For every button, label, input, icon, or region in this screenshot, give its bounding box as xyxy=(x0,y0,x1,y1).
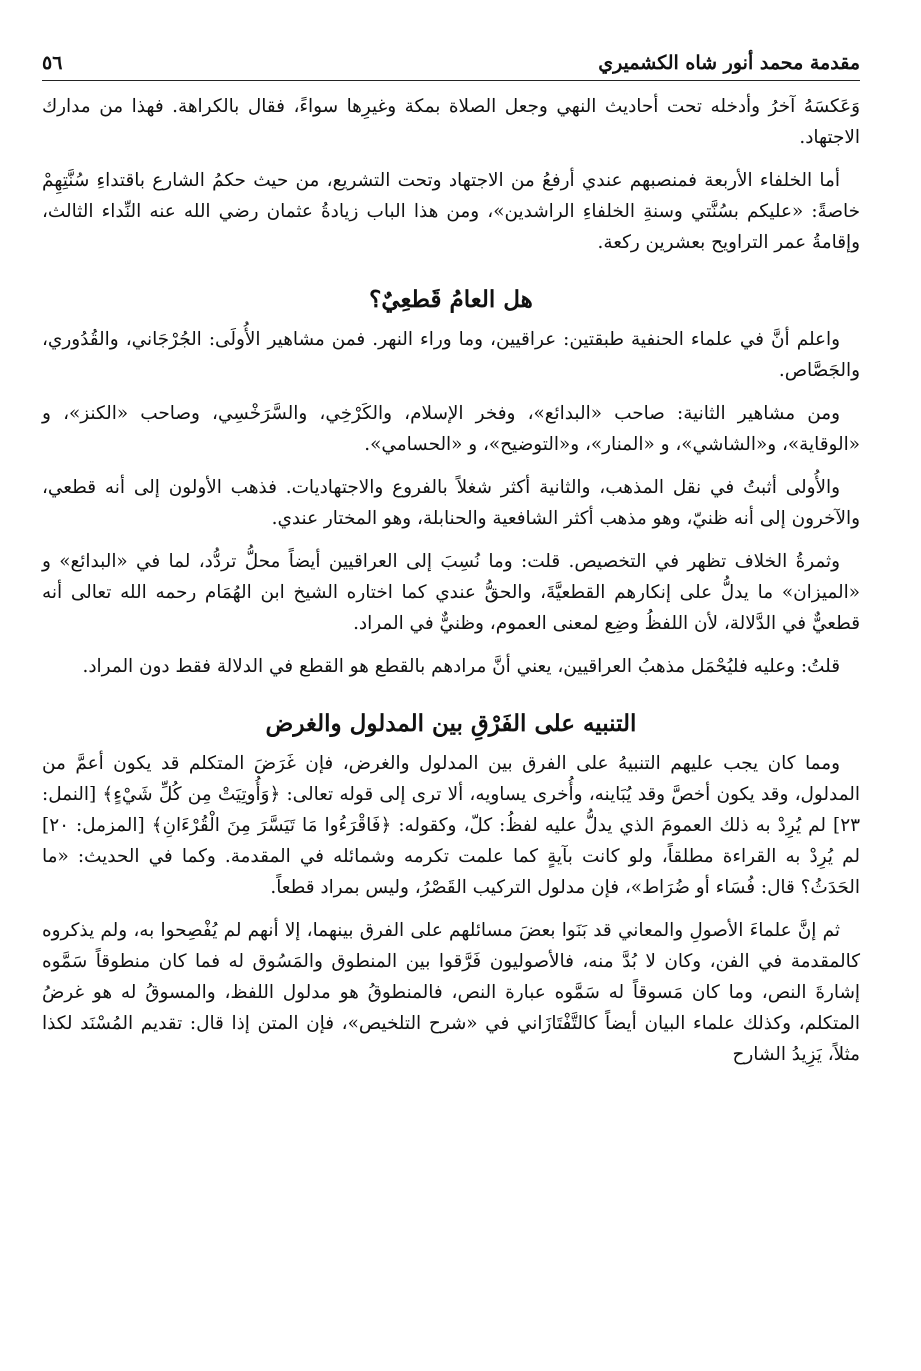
running-title: مقدمة محمد أنور شاه الكشميري xyxy=(598,52,860,74)
paragraph: ومن مشاهير الثانية: صاحب «البدائع»، وفخر الإسلام، والكَرْخِي، والسَّرَخْسِي، وصاحب «الكنز»، و «الوقاية»، و«الشاشي»، و «المنار»، و«التوضيح»، و «الحسامي». xyxy=(42,403,860,455)
section-heading: هل العامُ قَطعِيٌ؟ xyxy=(369,286,533,313)
paragraph: وَعَكسَهُ آخرُ وأدخله تحت أحاديث النهي وجعل الصلاة بمكة وغيرِها سواءً، فقال بالكراهة. فهذا من مدارك الاجتهاد. xyxy=(42,96,860,148)
paragraph: أما الخلفاء الأربعة فمنصبهم عندي أرفعُ من الاجتهاد وتحت التشريع، من حيث حكمُ الشارع باقتداءِ سُنَّتِهِمْ خاصةً: «عليكم بسُنَّتي وسنةِ الخلفاءِ الراشدين»، ومن هذا الباب زيادةُ عثمان رضي الله عنه النِّداء الثالث، وإقامةُ عمر التراويح بعشرين ركعة. xyxy=(42,170,860,253)
paragraph: ومما كان يجب عليهم التنبيهُ على الفرق بين المدلول والغرض، فإن غَرَضَ المتكلم قد يكون أعمَّ من المدلول، وقد يكون أخصَّ وقد يُبَاينه، وأُخرى يساويه، ألا ترى إلى قوله تعالى: ﴿وَأُوتِيَتْ مِن كُلِّ شَيْءٍ﴾ [النمل: ٢٣] لم يُرِدْ به ذلك العمومَ الذي يدلُّ عليه لفظُ: كلّ، وكقوله: ﴿فَاقْرَءُوا مَا تَيَسَّرَ مِنَ الْقُرْءَانِ﴾ [المزمل: ٢٠] لم يُرِدْ به القراءة مطلقاً، ولو كانت بآيةٍ كما علمت تكرمه وشمائله في المقدمة. وكما في الحديث: «ما الحَدَثُ؟ قال: فُسَاء أو ضُرَاط»، فإن مدلول التركيب القَصْرُ، وليس بمراد قطعاً. xyxy=(42,753,860,898)
paragraph: والأُولى أثبتُ في نقل المذهب، والثانية أكثر شغلاً بالفروع والاجتهاديات. فذهب الأولون إلى أنه قطعي، والآخرون إلى أنه ظنيّ، وهو مذهب أكثر الشافعية والحنابلة، وهو المختار عندي. xyxy=(42,477,860,529)
page-body xyxy=(42,91,860,1070)
paragraph: ثم إنَّ علماءَ الأصولِ والمعاني قد بَنَوا بعضَ مسائلهم على الفرق بينهما، إلا أنهم لم يُفْصِحوا به، ولم يذكروه كالمقدمة في الفن، وكان لا بُدَّ منه، فالأصوليون فَرَّقوا بين المنطوق والمَسُوق له فما كان منطوقاً سَمَّوه إشارةَ النص، وما كان مَسوقاً له سَمَّوه عبارة النص، فالمنطوقُ هو مدلول اللفظ، والمسوقُ له هو غرضُ المتكلم، وكذلك علماء البيان أيضاً كالتَّفْتَازَاني في «شرح التلخيص»، فإن المتن إذا قال: تقديم المُسْنَد لكذا مثلاً، يَزِيدُ الشارح xyxy=(42,920,860,1065)
paragraph: وثمرةُ الخلاف تظهر في التخصيص. قلت: وما نُسِبَ إلى العراقيين أيضاً محلُّ تردُّد، لما في «البدائع» و «الميزان» ما يدلُّ على إنكارهم القطعيَّةَ، والحقُّ عندي كما اختاره الشيخ ابن الهُمَام رحمه الله تعالى أنه قطعيٌّ في الدَّلالة، لأن اللفظُ وضِع لمعنى العموم، وظنيٌّ في المراد. xyxy=(42,551,860,634)
running-header xyxy=(42,52,860,81)
paragraph: واعلم أنَّ في علماء الحنفية طبقتين: عراقيين، وما وراء النهر. فمن مشاهير الأُولَى: الجُرْجَاني، والقُدُوري، والجَصَّاص. xyxy=(42,329,860,381)
section-heading: التنبيه على الفَرْقِ بين المدلول والغرض xyxy=(265,710,637,737)
paragraph: قلتُ: وعليه فليُحْمَل مذهبُ العراقيين، يعني أنَّ مرادهم بالقطع هو القطع في الدلالة فقط دون المراد. xyxy=(82,656,840,677)
page-number: ٥٦ xyxy=(42,52,63,74)
book-page xyxy=(42,52,860,1082)
